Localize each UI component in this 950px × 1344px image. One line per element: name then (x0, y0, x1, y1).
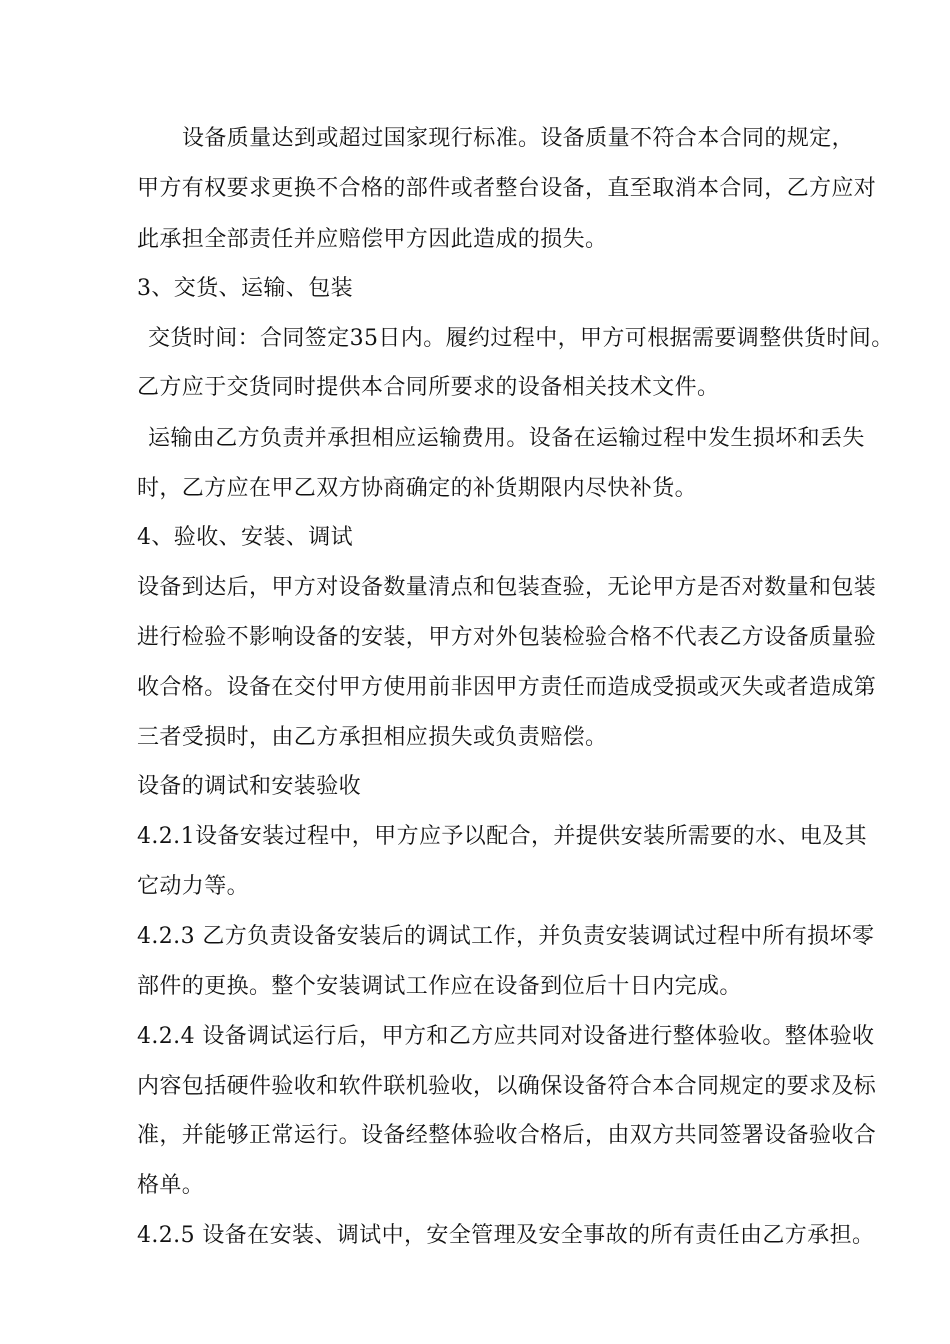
paragraph-line: 4.2.5 设备在安装、调试中，安全管理及安全事故的所有责任由乙方承担。 (137, 1223, 875, 1248)
paragraph-line: 乙方应于交货同时提供本合同所要求的设备相关技术文件。 (137, 375, 720, 400)
section-heading: 3、交货、运输、包装 (137, 276, 353, 301)
paragraph-line: 运输由乙方负责并承担相应运输费用。设备在运输过程中发生损坏和丢失 (148, 426, 865, 451)
paragraph-line: 部件的更换。整个安装调试工作应在设备到位后十日内完成。 (137, 974, 742, 999)
paragraph-line: 内容包括硬件验收和软件联机验收，以确保设备符合本合同规定的要求及标 (137, 1074, 877, 1099)
paragraph-line: 4.2.3 乙方负责设备安装后的调试工作，并负责安装调试过程中所有损坏零 (137, 924, 875, 949)
paragraph-line: 进行检验不影响设备的安装，甲方对外包装检验合格不代表乙方设备质量验 (137, 625, 877, 650)
paragraph-line: 时，乙方应在甲乙双方协商确定的补货期限内尽快补货。 (137, 476, 698, 501)
paragraph-line: 它动力等。 (137, 874, 250, 899)
paragraph-line: 三者受损时，由乙方承担相应损失或负责赔偿。 (137, 725, 608, 750)
paragraph-line: 此承担全部责任并应赔偿甲方因此造成的损失。 (137, 227, 608, 252)
paragraph-line: 准，并能够正常运行。设备经整体验收合格后，由双方共同签署设备验收合 (137, 1123, 877, 1148)
paragraph-line: 交货时间：合同签定35日内。履约过程中，甲方可根据需要调整供货时间。 (148, 326, 894, 351)
section-heading: 4、验收、安装、调试 (137, 525, 353, 550)
paragraph-line: 甲方有权要求更换不合格的部件或者整台设备，直至取消本合同，乙方应对 (137, 176, 877, 201)
paragraph-line: 4.2.4 设备调试运行后，甲方和乙方应共同对设备进行整体验收。整体验收 (137, 1024, 875, 1049)
paragraph-line: 收合格。设备在交付甲方使用前非因甲方责任而造成受损或灭失或者造成第 (137, 675, 877, 700)
subsection-heading: 设备的调试和安装验收 (137, 774, 362, 799)
paragraph-line: 格单。 (137, 1173, 205, 1198)
paragraph-line: 4.2.1设备安装过程中，甲方应予以配合，并提供安装所需要的水、电及其 (137, 824, 867, 849)
paragraph-line: 设备到达后，甲方对设备数量清点和包装查验，无论甲方是否对数量和包装 (137, 575, 877, 600)
paragraph-line: 设备质量达到或超过国家现行标准。设备质量不符合本合同的规定， (182, 126, 855, 151)
